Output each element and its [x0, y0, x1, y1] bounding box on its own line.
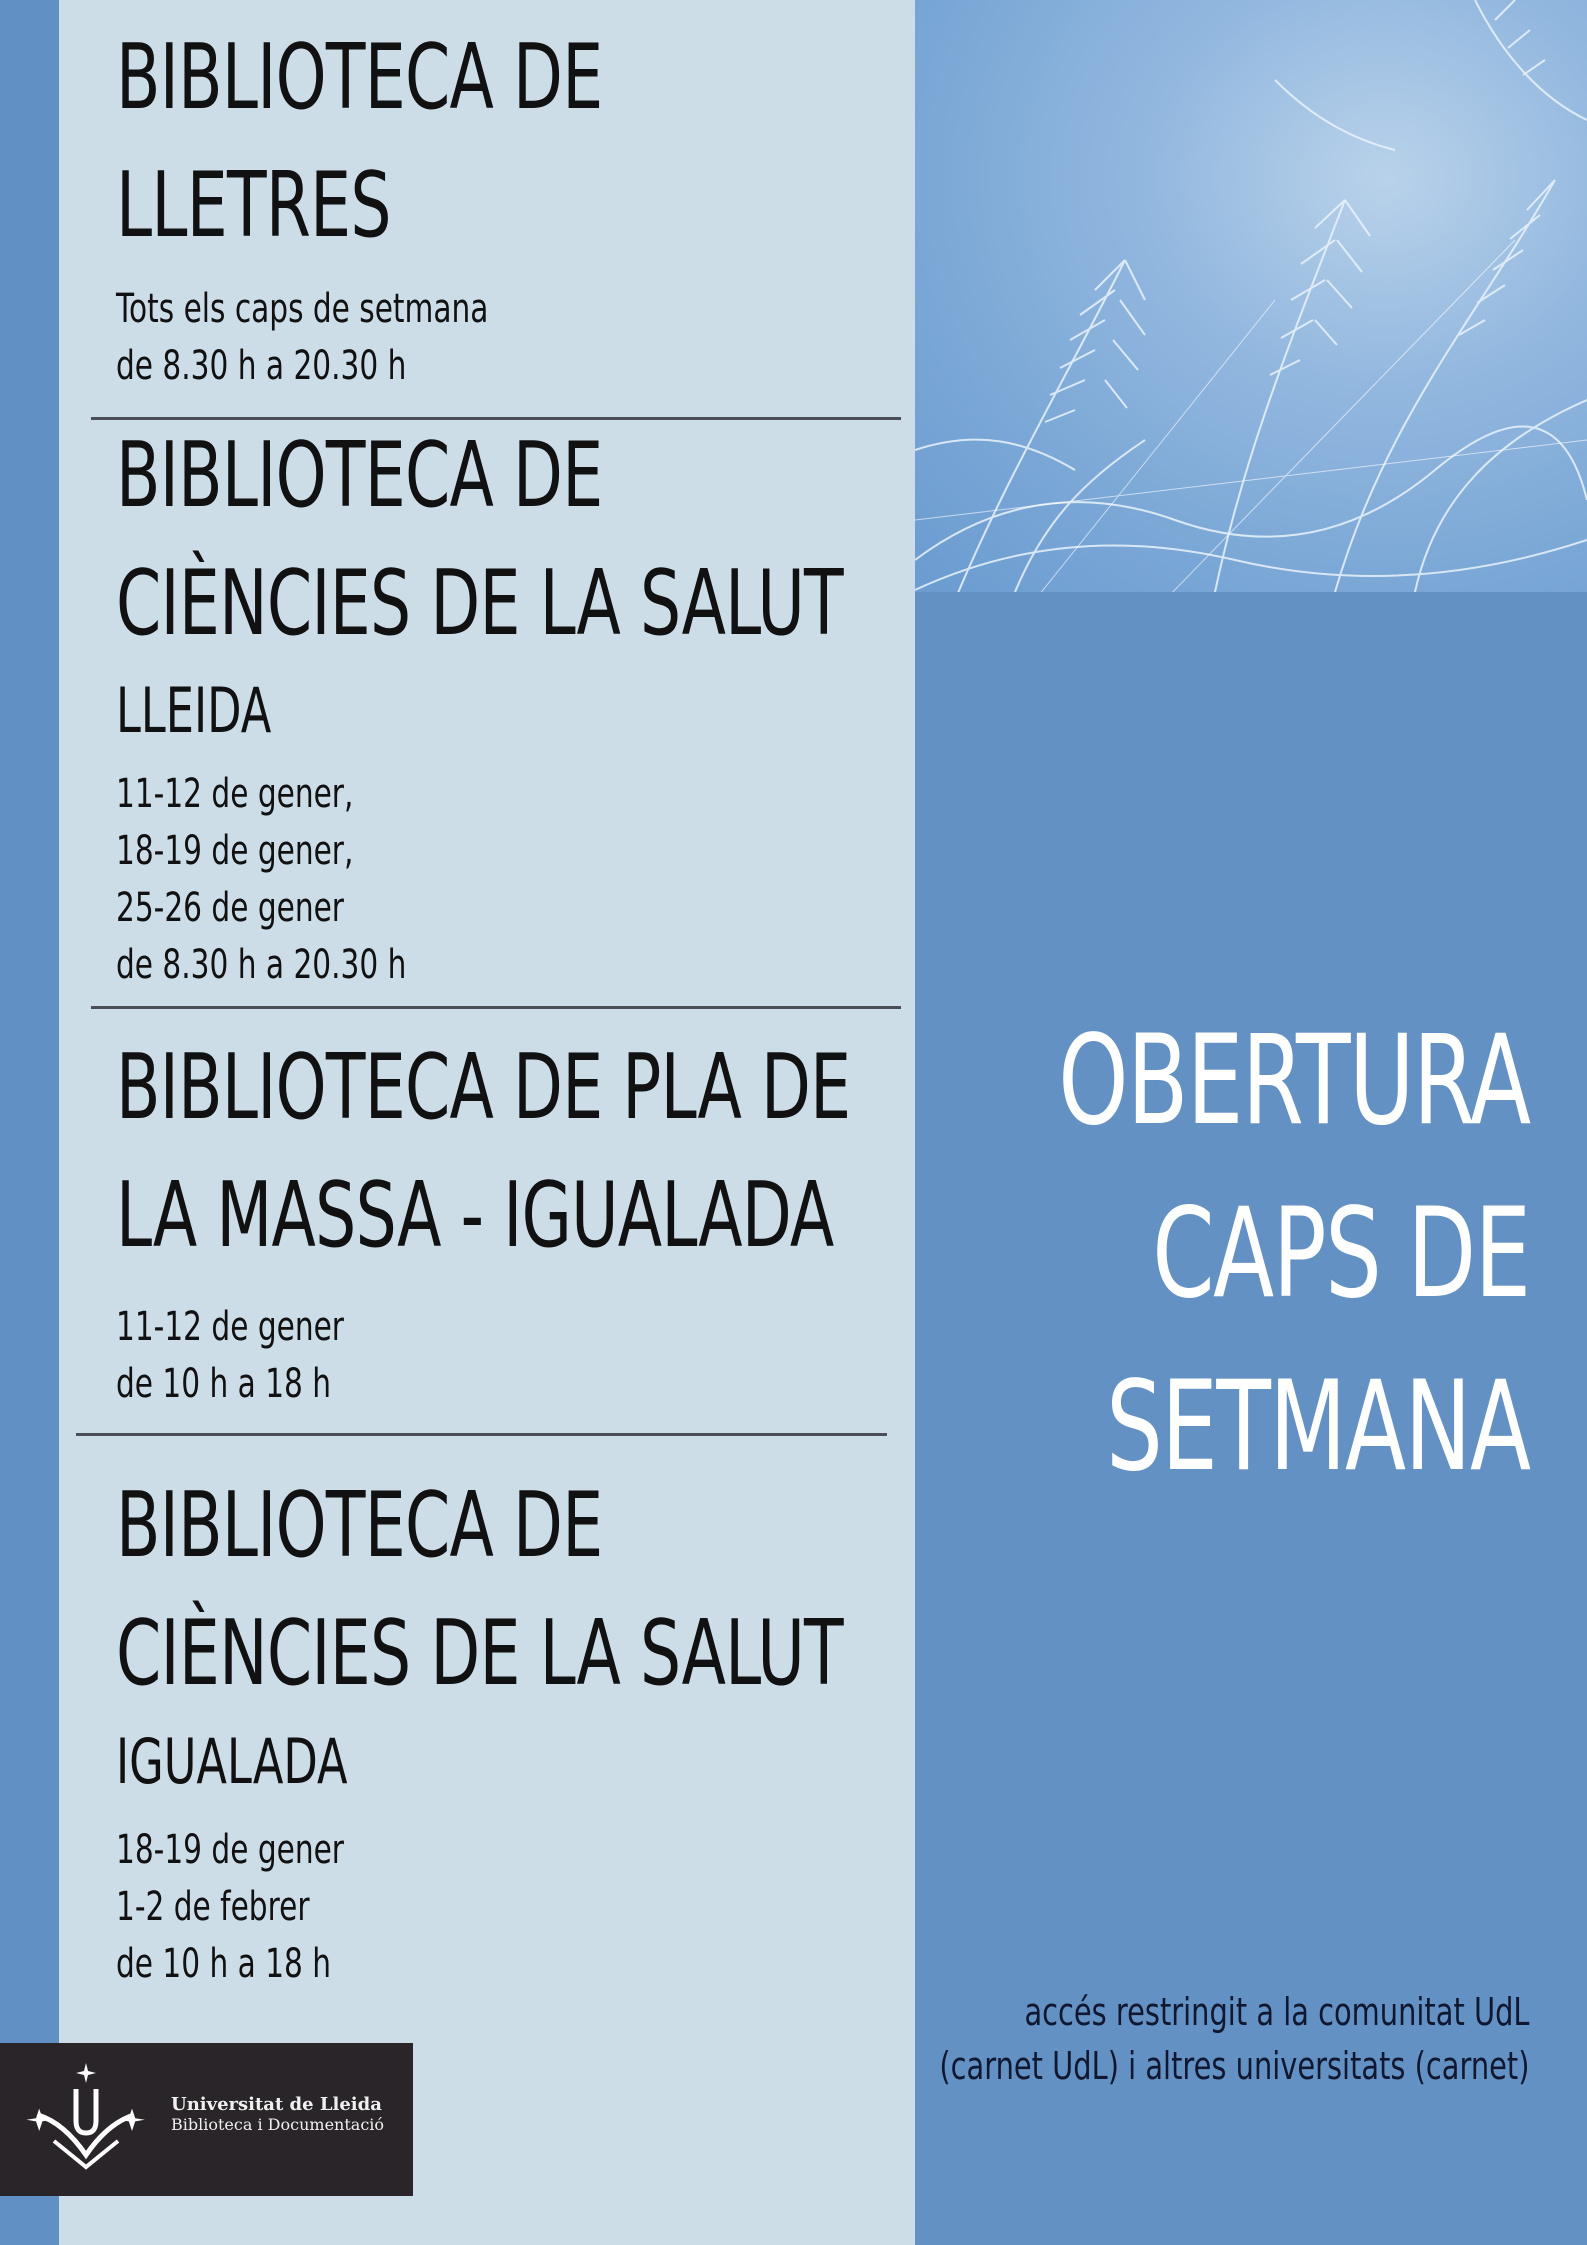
pla-massa-title-line1: BIBLIOTECA DE PLA DE — [116, 1035, 851, 1140]
salut-igualada-title-line2: CIÈNCIES DE LA SALUT — [116, 1601, 843, 1706]
pla-massa-title-line2: LA MASSA - IGUALADA — [116, 1163, 834, 1268]
udl-logo-icon — [20, 2059, 150, 2179]
salut-lleida-title-line2: CIÈNCIES DE LA SALUT — [116, 551, 843, 656]
salut-lleida-schedule-line2: 18-19 de gener, — [116, 828, 354, 874]
access-note-line2: (carnet UdL) i altres universitats (carnet) — [939, 2044, 1530, 2088]
headline — [875, 995, 1530, 1514]
salut-lleida-subtitle: LLEIDA — [116, 674, 272, 747]
lletres-title-line1: BIBLIOTECA DE — [116, 25, 603, 130]
access-note — [753, 1985, 1530, 2093]
salut-lleida-schedule-line1: 11-12 de gener, — [116, 771, 354, 817]
headline-line2: CAPS DE — [1152, 1182, 1530, 1326]
salut-lleida-schedule-line4: de 8.30 h a 20.30 h — [116, 942, 407, 988]
pla-massa-schedule-line2: de 10 h a 18 h — [116, 1361, 332, 1407]
udl-logo — [0, 2043, 413, 2196]
headline-line3: SETMANA — [1106, 1355, 1530, 1499]
university-name: Universitat de Lleida — [171, 2094, 382, 2115]
department-name: Biblioteca i Documentació — [171, 2115, 385, 2134]
salut-igualada-schedule-line2: 1-2 de febrer — [116, 1884, 310, 1930]
divider — [76, 1433, 887, 1436]
headline-line1: OBERTURA — [1058, 1009, 1530, 1153]
frost-image — [915, 0, 1587, 592]
salut-igualada-schedule-line3: de 10 h a 18 h — [116, 1941, 332, 1987]
salut-igualada-title-line1: BIBLIOTECA DE — [116, 1473, 603, 1578]
pla-massa-schedule-line1: 11-12 de gener — [116, 1304, 344, 1350]
access-note-line1: accés restringit a la comunitat UdL — [1024, 1990, 1530, 2034]
left-border-strip — [0, 0, 59, 2245]
salut-igualada-schedule-line1: 18-19 de gener — [116, 1827, 344, 1873]
salut-lleida-title-line1: BIBLIOTECA DE — [116, 423, 603, 528]
salut-igualada-subtitle: IGUALADA — [116, 1725, 348, 1798]
lletres-schedule-line1: Tots els caps de setmana — [116, 286, 489, 332]
lletres-title-line2: LLETRES — [116, 153, 391, 258]
salut-lleida-schedule-line3: 25-26 de gener — [116, 885, 344, 931]
lletres-schedule-line2: de 8.30 h a 20.30 h — [116, 343, 407, 389]
divider — [91, 1006, 901, 1009]
